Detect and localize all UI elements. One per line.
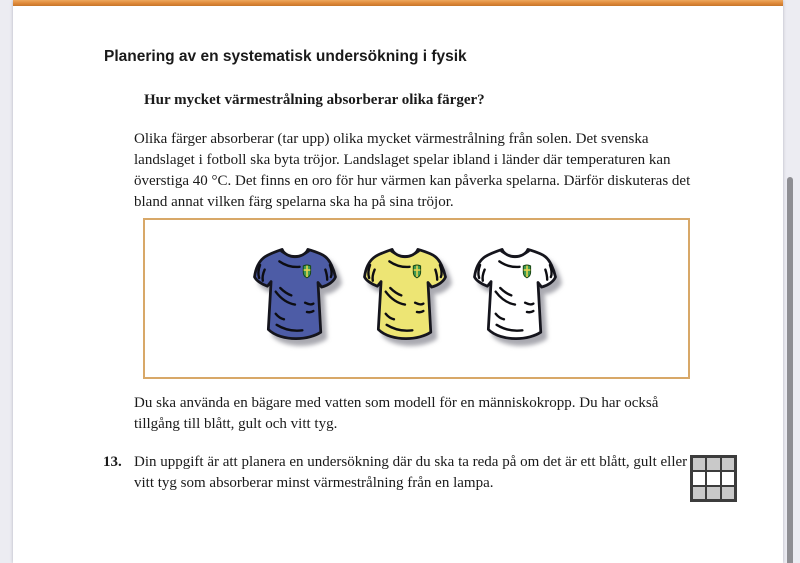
marking-grid-cell <box>721 457 735 471</box>
yellow-shirt-icon <box>359 238 451 350</box>
marking-grid <box>690 455 737 502</box>
page-title: Planering av en systematisk undersökning i fysik <box>104 48 467 65</box>
marking-grid-cell <box>706 457 720 471</box>
marking-grid-cell <box>692 471 706 485</box>
shirts-figure <box>143 218 690 379</box>
model-paragraph: Du ska använda en bägare med vatten som modell för en människokropp. Du har också tillgång till blått, gult och vitt tyg. <box>134 395 659 432</box>
top-accent-bar <box>13 0 783 6</box>
marking-grid-cell <box>692 457 706 471</box>
marking-grid-cell <box>692 486 706 500</box>
section-heading: Hur mycket värmestrålning absorberar olika färger? <box>144 92 485 108</box>
marking-grid-cell <box>721 471 735 485</box>
marking-grid-cell <box>706 486 720 500</box>
shirt-row <box>249 238 561 350</box>
white-shirt-icon <box>469 238 561 350</box>
marking-grid-cell <box>706 471 720 485</box>
task-number: 13. <box>103 454 122 470</box>
document-page <box>13 0 783 563</box>
scrollbar-thumb[interactable] <box>787 177 793 563</box>
task-text: Din uppgift är att planera en undersökning där du ska ta reda på om det är ett blått, gult eller vitt tyg som absorberar minst värmestrålning från en lampa. <box>134 454 688 491</box>
marking-grid-cell <box>721 486 735 500</box>
blue-shirt-icon <box>249 238 341 350</box>
intro-paragraph: Olika färger absorberar (tar upp) olika mycket värmestrålning från solen. Det svenska landslaget i fotboll ska byta tröjor. Landslaget spelar ibland i länder där temperaturen kan överstiga 40 °C. Det finns en oro för hur värmen kan påverka spelarna. Därför diskuteras det bland annat vilken färg spelarna ska ha på sina tröjor. <box>134 131 691 210</box>
